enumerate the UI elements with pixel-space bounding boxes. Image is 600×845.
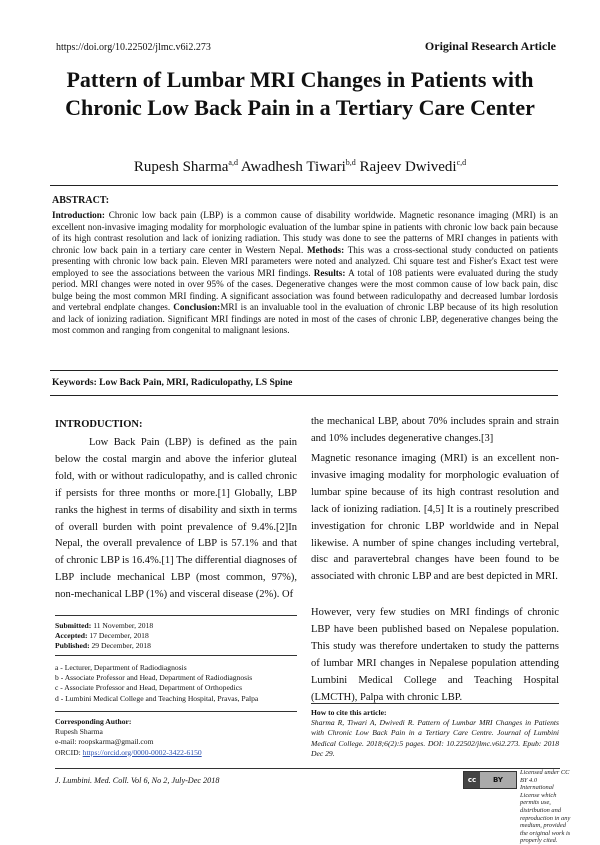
abstract-body (52, 210, 558, 337)
submitted-date: 11 November, 2018 (91, 621, 154, 630)
corresponding-rule (55, 711, 297, 712)
footer-rule (55, 768, 560, 769)
keywords-top-rule (50, 370, 558, 371)
abstract-intro-text: Chronic low back pain (LBP) is a common cause of disability worldwide. Magnetic resonance imaging (MRI) is an excellent non-invasive imaging modality for morphologic evaluation of the lumbar spine in patients with chronic low back pain because of its high contrast resolution and lack of ionizing radiation. This study was done to see the patterns of MRI changes in patients with chronic low back pain in a tertiary care center in Western Nepal. (52, 210, 558, 255)
abstract-heading: ABSTRACT: (52, 195, 110, 206)
abstract-methods-label: Methods: (306, 244, 345, 255)
dates-rule (55, 615, 297, 616)
accepted-date: 17 December, 2018 (87, 631, 149, 641)
corresponding-author (55, 717, 202, 758)
orcid-link[interactable]: https://orcid.org/0000-0002-3422-6150 (82, 747, 202, 757)
keywords-bottom-rule (50, 395, 558, 396)
abstract-conclusion-label: Conclusion: (173, 302, 221, 313)
abstract-results-text: A total of 108 patients were evaluated during the study period. MRI changes were noted in over 95% of the cases. Degenerative changes were the most common cause of low back pain, disc bulge being the most common MRI finding. A significant association was found between radiculopathy and decreased lumbar lordosis and vertebral endplate changes. (52, 267, 558, 313)
abstract-intro-label: Introduction: (52, 210, 105, 220)
cc-icon: cc (464, 772, 480, 788)
submitted-label: Submitted: (55, 621, 92, 630)
affiliation-item: b - Associate Professor and Head, Department of Radiodiagnosis (55, 673, 253, 683)
corresponding-email[interactable]: e-mail: roopskarma@gmail.com (55, 737, 154, 747)
keywords: Keywords: Low Back Pain, MRI, Radiculopathy, LS Spine (52, 377, 293, 388)
journal-footer: J. Lumbini. Med. Coll. Vol 6, No 2, July-Dec 2018 (55, 776, 220, 785)
intro-right-cont: the mechanical LBP, about 70% includes sprain and strain and 10% includes degenerative changes.[3] (311, 416, 559, 444)
corresponding-heading: Corresponding Author: (55, 717, 132, 726)
doi-link[interactable]: https://doi.org/10.22502/jlmc.v6i2.273 (56, 42, 211, 53)
corresponding-name: Rupesh Sharma (55, 727, 103, 737)
abstract-methods-text: This was a cross-sectional study conducted on patients presenting with chronic low back pain. Eleven MRI parameters were noted and analyzed. Chi square test and Fisher's Exact test were employed to see the associations between the various MRI findings. (52, 244, 559, 278)
author-affil-sup: b,d (345, 158, 356, 167)
author-name: Awadhesh Tiwari (240, 159, 346, 175)
abstract-top-rule (50, 185, 558, 186)
author-name: Rajeev Dwivedi (359, 159, 457, 175)
orcid-label: ORCID: (55, 747, 83, 757)
intro-paragraph-1: Low Back Pain (LBP) is defined as the pain below the costal margin and above the inferior gluteal fold, with or without radiculopathy, and is called chronic if persists for three months or more.[1] Globally, LBP ranks the highest in terms of disability and sixth in terms of overall burden with point prevalence of 9.4%.[2]In Nepal, the overall prevalence of LBP is 57.1% and that of chronic LBP is 16.4%.[1] The differential diagnoses of LBP include mechanical LBP (most common, 97%), non-mechanical LBP (1%) and visceral disease (2%). Of (55, 437, 297, 601)
published-date: 29 December, 2018 (89, 641, 151, 651)
introduction-heading: INTRODUCTION: (55, 419, 143, 430)
by-icon: BY (480, 772, 516, 788)
paper-title: Pattern of Lumbar MRI Changes in Patients with Chronic Low Back Pain in a Tertiary Care Center (65, 67, 535, 120)
author-affil-sup: a,d (228, 158, 238, 167)
intro-paragraph-3: However, very few studies on MRI findings of chronic LBP have been published based on Nepalese population. This study was therefore undertaken to study the patterns of lumbar MRI changes in Nepalese population attending Lumbini Medical College and Teaching Hospital (LMCTH), Palpa with chronic LBP. (311, 607, 559, 703)
cite-text: Sharma R, Tiwari A, Dwivedi R. Pattern of Lumbar MRI Changes in Patients with Chronic Low Back Pain in a Tertiary Care Centre. Journal of Lumbini Medical College. 2018;6(2):5 pages. DOI: 10.22502/jlmc.v6i2.273. Epub: 2018 Dec 29. (311, 718, 559, 758)
how-to-cite (311, 708, 559, 759)
accepted-label: Accepted: (55, 631, 88, 641)
published-label: Published: (55, 641, 90, 651)
abstract-conclusion-text: MRI is an invaluable tool in the evaluation of chronic LBP because of its high resolution and lack of ionizing radiation. Significant MRI findings are noted in most of the cases of chronic LBP, degenerative changes being the most common and ranging from congenital to malignant lesions. (52, 302, 558, 336)
cite-rule (311, 703, 559, 704)
intro-paragraph-2: Magnetic resonance imaging (MRI) is an excellent non-invasive imaging modality for morphologic evaluation of lumbar spine because of its high contrast resolution and lack of ionizing radiation. [4,5] It is a routinely prescribed investigation for chronic LBP worldwide and in Nepal likewise. A number of spine changes including vertebral, disc and paravertebral changes have been found to be associated with chronic LBP and are best depicted in MRI. (311, 453, 559, 583)
author-affil-sup: c,d (456, 158, 467, 167)
license-text: Licensed under CC BY 4.0 International License which permits use, distribution and reproduction in any medium, provided the original work is properly cited. (520, 769, 571, 845)
publication-dates (55, 621, 153, 652)
cc-license-badge[interactable] (463, 771, 517, 789)
author-name: Rupesh Sharma (133, 159, 229, 175)
intro-left-column (55, 435, 297, 604)
affiliation-item: a - Lecturer, Department of Radiodiagnosis (55, 663, 187, 672)
affiliations-rule (55, 655, 297, 656)
cite-heading: How to cite this article: (311, 708, 387, 717)
affiliation-item: d - Lumbini Medical College and Teaching Hospital, Pravas, Palpa (55, 693, 259, 703)
abstract-results-label: Results: (313, 267, 346, 278)
affiliations (55, 663, 258, 704)
article-type: Original Research Article (424, 39, 556, 53)
author-list (40, 158, 560, 176)
affiliation-item: c - Associate Professor and Head, Department of Orthopedics (55, 683, 243, 693)
